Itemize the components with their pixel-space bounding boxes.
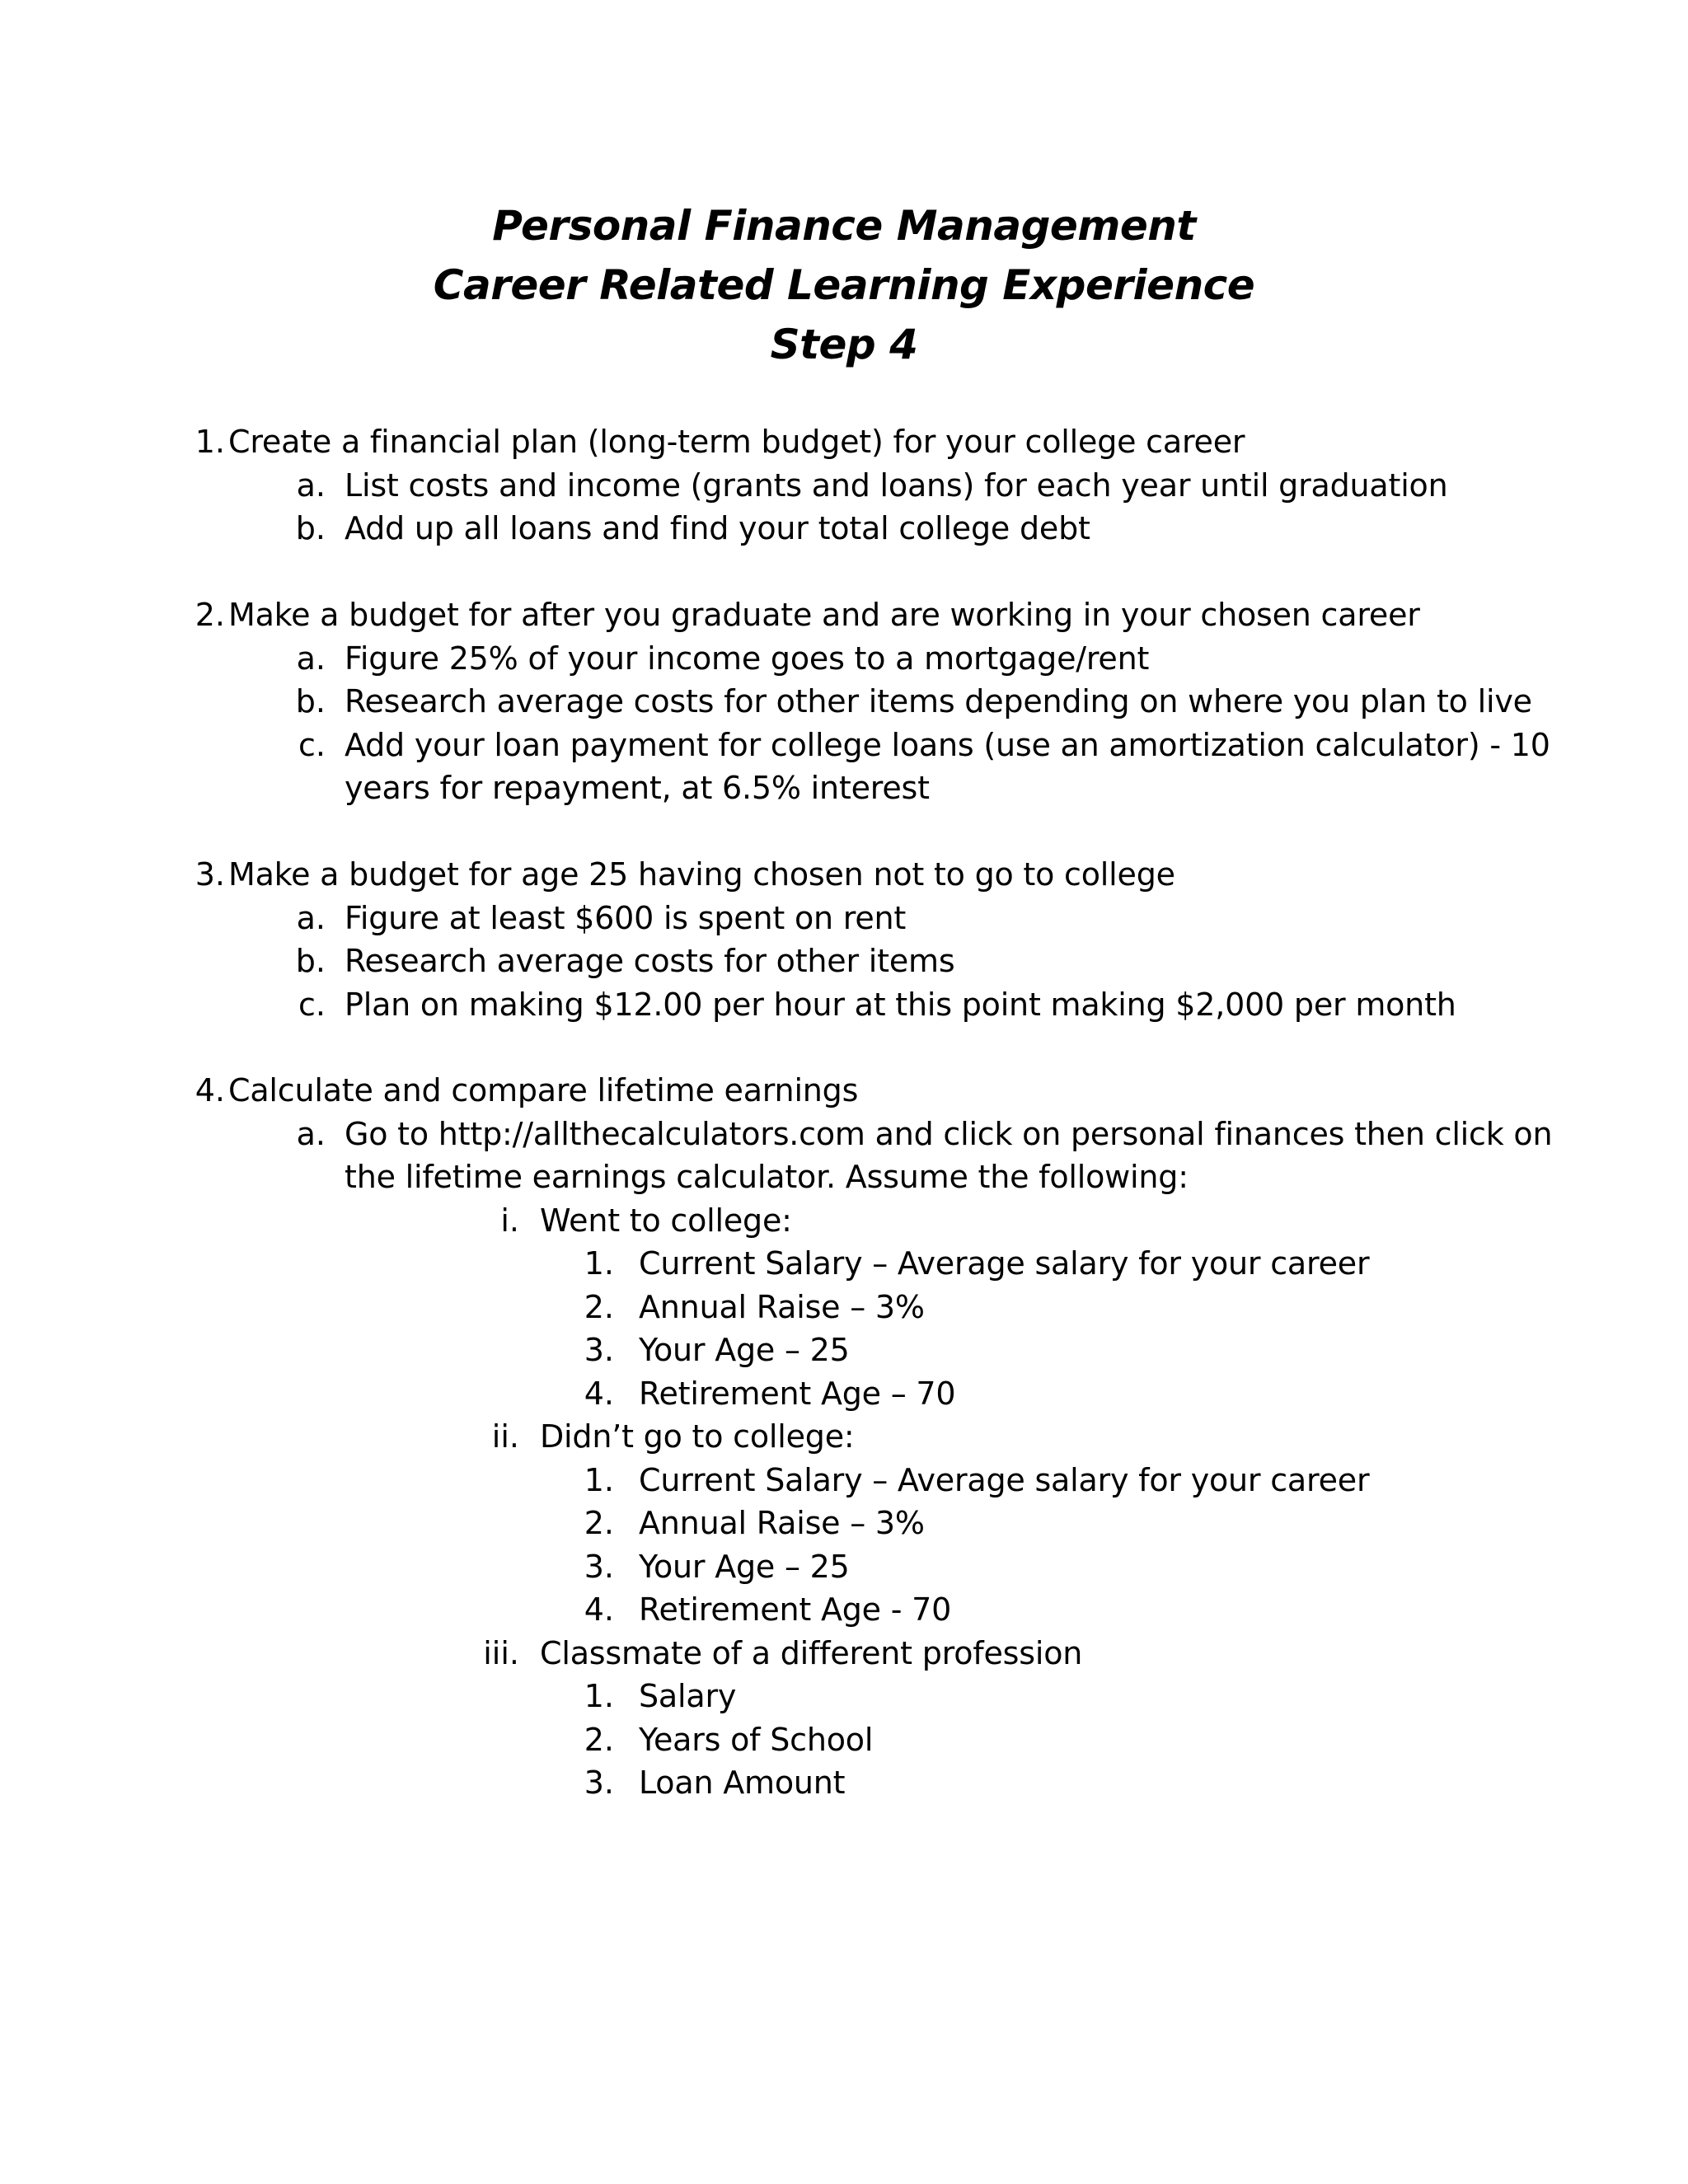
section-4-item-a-continued: the lifetime earnings calculator. Assume the following: — [345, 1159, 1189, 1195]
section-2-item-a-marker: a. — [296, 640, 326, 677]
section-3: Make a budget for age 25 having chosen not to go to college — [228, 856, 1175, 893]
section-2-item-a: Figure 25% of your income goes to a mortgage/rent — [345, 640, 1150, 677]
subitem-i-marker: i. — [500, 1202, 519, 1239]
section-2-marker: 2. — [195, 597, 225, 633]
subitem-iii-point-1: Salary — [639, 1678, 737, 1714]
subitem-iii-point-3: Loan Amount — [639, 1765, 846, 1801]
subitem-i-point-2: Annual Raise – 3% — [639, 1288, 925, 1325]
subitem-iii-point-3-marker: 3. — [584, 1765, 614, 1801]
section-3-item-c-marker: c. — [298, 986, 326, 1023]
section-4: Calculate and compare lifetime earnings — [228, 1072, 859, 1108]
subitem-ii-point-4: Retirement Age - 70 — [639, 1591, 952, 1628]
subitem-ii-point-1-marker: 1. — [584, 1461, 614, 1498]
section-2-item-b: Research average costs for other items depending on where you plan to live — [345, 683, 1532, 719]
subitem-ii: Didn’t go to college: — [540, 1418, 855, 1455]
subitem-iii: Classmate of a different profession — [540, 1634, 1083, 1671]
title-line-2: Career Related Learning Experience — [433, 261, 1255, 309]
subitem-iii-marker: iii. — [483, 1634, 519, 1671]
section-2: Make a budget for after you graduate and are working in your chosen career — [228, 597, 1420, 633]
section-3-marker: 3. — [195, 856, 225, 893]
title-line-3: Step 4 — [770, 321, 918, 368]
subitem-iii-point-2-marker: 2. — [584, 1721, 614, 1758]
section-3-item-b-marker: b. — [295, 943, 326, 979]
subitem-i-point-2-marker: 2. — [584, 1288, 614, 1325]
document-title — [0, 196, 1688, 374]
section-2-item-c: Add your loan payment for college loans (use an amortization calculator) - 10 — [345, 726, 1550, 763]
subitem-iii-point-2: Years of School — [639, 1721, 874, 1758]
subitem-i-point-1-marker: 1. — [584, 1245, 614, 1282]
subitem-i-point-3-marker: 3. — [584, 1332, 614, 1368]
section-2-item-b-marker: b. — [295, 683, 326, 719]
section-4-item-a-marker: a. — [296, 1115, 326, 1152]
section-2-item-c-marker: c. — [298, 726, 326, 763]
section-1-item-a-marker: a. — [296, 466, 326, 504]
subitem-ii-point-2: Annual Raise – 3% — [639, 1505, 925, 1541]
section-1: Create a financial plan (long-term budget) for your college career — [228, 424, 1245, 460]
subitem-ii-marker: ii. — [491, 1418, 519, 1455]
section-3-item-a-marker: a. — [296, 899, 326, 936]
section-1-item-b: Add up all loans and find your total college debt — [345, 510, 1090, 546]
section-4-marker: 4. — [195, 1072, 225, 1108]
subitem-ii-point-4-marker: 4. — [584, 1591, 614, 1628]
subitem-i-point-4-marker: 4. — [584, 1375, 614, 1412]
section-3-item-c: Plan on making $12.00 per hour at this point making $2,000 per month — [345, 986, 1456, 1023]
subitem-i-point-1: Current Salary – Average salary for your career — [639, 1245, 1370, 1282]
section-1-item-b-marker: b. — [295, 510, 326, 546]
section-4-item-a: Go to http://allthecalculators.com and click on personal finances then click on — [345, 1115, 1553, 1152]
subitem-ii-point-3-marker: 3. — [584, 1548, 614, 1585]
subitem-i-point-3: Your Age – 25 — [639, 1332, 850, 1368]
section-2-item-c-continued: years for repayment, at 6.5% interest — [345, 770, 930, 806]
subitem-ii-point-2-marker: 2. — [584, 1505, 614, 1541]
subitem-ii-point-1: Current Salary – Average salary for your career — [639, 1461, 1370, 1498]
section-3-item-a: Figure at least $600 is spent on rent — [345, 899, 907, 936]
section-1-marker: 1. — [195, 424, 225, 460]
section-3-item-b: Research average costs for other items — [345, 943, 955, 979]
subitem-i: Went to college: — [540, 1202, 792, 1239]
section-1-item-a: List costs and income (grants and loans) for each year until graduation — [345, 466, 1448, 504]
subitem-ii-point-3: Your Age – 25 — [639, 1548, 850, 1585]
subitem-i-point-4: Retirement Age – 70 — [639, 1375, 956, 1412]
subitem-iii-point-1-marker: 1. — [584, 1678, 614, 1714]
title-line-1: Personal Finance Management — [492, 202, 1196, 250]
